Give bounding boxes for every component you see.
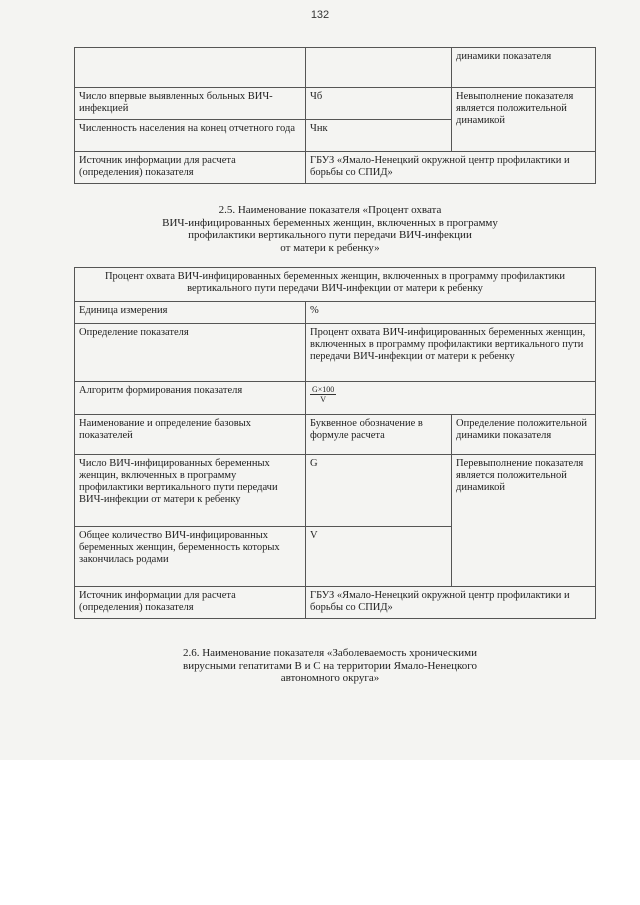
indicator-table-2-5 [74,267,596,619]
formula-numerator: G×100 [312,385,335,394]
source-label: Источник информации для расчета (определения) показателя [75,587,306,619]
definition-label: Определение показателя [75,324,306,382]
base-indicator-name: Число впервые выявленных больных ВИЧ-инфекцией [75,88,306,120]
column-header-symbol: Буквенное обозначение в формуле расчета [306,415,452,455]
formula-symbol: V [306,527,452,587]
table-row [75,382,596,415]
column-header-dynamics: Определение положительной динамики показателя [452,415,596,455]
source-value: ГБУЗ «Ямало-Ненецкий окружной центр профилактики и борьбы со СПИД» [306,152,596,184]
table-row [75,587,596,619]
base-indicator-name: Численность населения на конец отчетного года [75,120,306,152]
table-row [75,415,596,455]
source-label: Источник информации для расчета (определения) показателя [75,152,306,184]
dynamics-header-continued: динамики показателя [452,48,596,88]
page-number: 132 [310,9,330,21]
base-indicator-name: Число ВИЧ-инфицированных беременных женщин, включенных в программу профилактики вертикального пути передачи ВИЧ-инфекции от матери к ребенку [75,455,306,527]
formula-denominator: V [320,395,327,404]
formula-symbol: Чб [306,88,452,120]
table-row [75,324,596,382]
table-row [75,302,596,324]
unit-label: Единица измерения [75,302,306,324]
table-title: Процент охвата ВИЧ-инфицированных беременных женщин, включенных в программу профилактики вертикального пути передачи ВИЧ-инфекции от матери к ребенку [75,268,596,302]
table-row [75,88,596,120]
definition-value: Процент охвата ВИЧ-инфицированных беременных женщин, включенных в программу профилактики вертикального пути передачи ВИЧ-инфекции от матери к ребенку [306,324,596,382]
section-2-5-heading: 2.5. Наименование показателя «Процент охвата ВИЧ-инфицированных беременных женщин, включенных в программу профилактики вертикального пути передачи ВИЧ-инфекции от матери к ребенку» [162,204,498,254]
table-row [75,152,596,184]
table-row [75,455,596,527]
formula-fraction [310,385,336,404]
positive-dynamics-definition: Перевыполнение показателя является положительной динамикой [452,455,596,587]
positive-dynamics-definition: Невыполнение показателя является положительной динамикой [452,88,596,152]
formula-symbol: G [306,455,452,527]
base-indicator-name: Общее количество ВИЧ-инфицированных беременных женщин, беременность которых закончилась родами [75,527,306,587]
unit-value: % [306,302,596,324]
table-row [75,48,596,88]
formula-cell [306,382,596,415]
algorithm-label: Алгоритм формирования показателя [75,382,306,415]
indicator-table-2-4-continued [74,47,596,184]
formula-symbol: Чнк [306,120,452,152]
section-2-6-heading: 2.6. Наименование показателя «Заболеваемость хроническими вирусными гепатитами В и С на территории Ямало-Ненецкого автономного округа» [182,647,478,684]
table-row [75,268,596,302]
source-value: ГБУЗ «Ямало-Ненецкий окружной центр профилактики и борьбы со СПИД» [306,587,596,619]
column-header-name: Наименование и определение базовых показателей [75,415,306,455]
